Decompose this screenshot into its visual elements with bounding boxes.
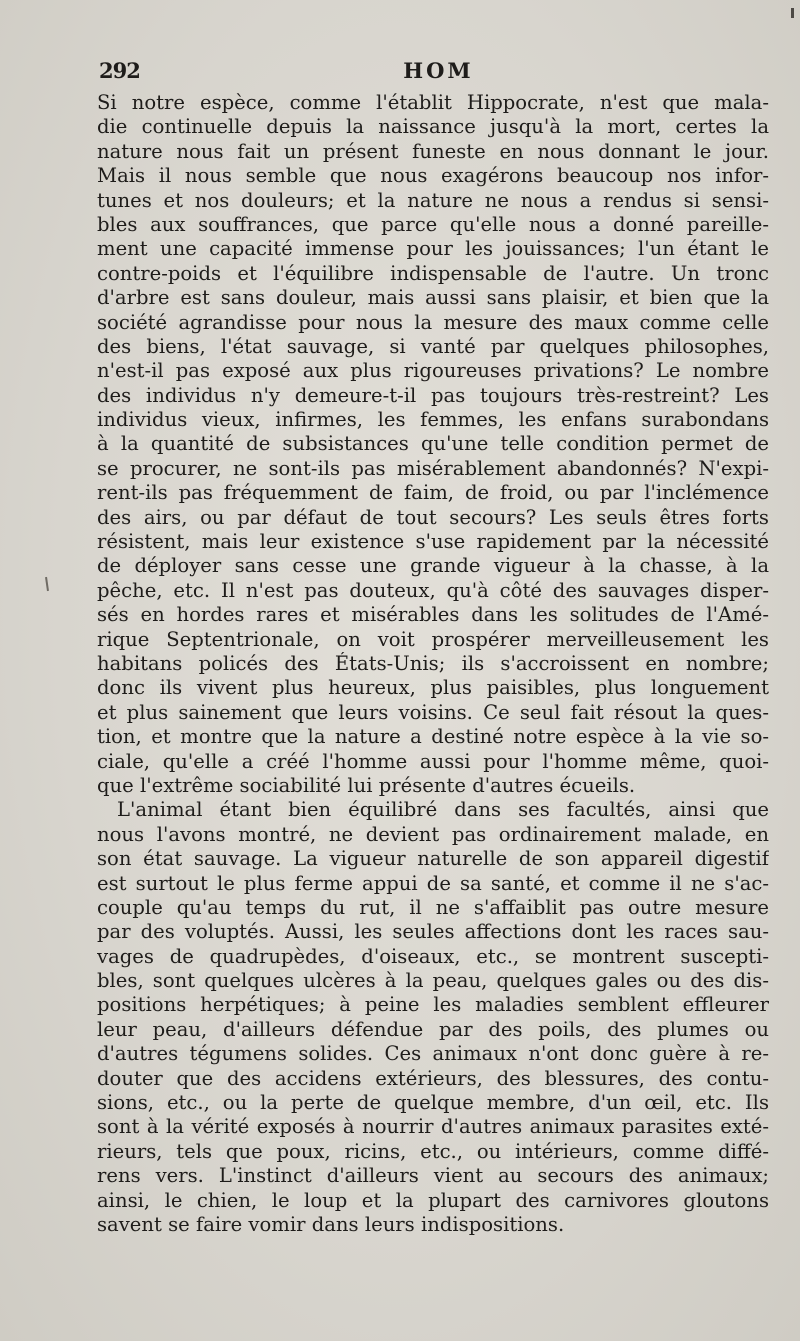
page-number: 292: [99, 58, 140, 83]
text-line: nature nous fait un présent funeste en nous donnant le jour.: [97, 139, 769, 163]
text-line: d'autres tégumens solides. Ces animaux n'ont donc guère à re-: [97, 1042, 769, 1066]
paragraph-start-line: L'animal étant bien équilibré dans ses facultés, ainsi que: [117, 798, 769, 822]
text-line: tunes et nos douleurs; et la nature ne nous a rendus si sensi-: [97, 188, 769, 212]
text-line: sions, etc., ou la perte de quelque membre, d'un œil, etc. Ils: [97, 1091, 769, 1115]
text-line: à la quantité de subsistances qu'une telle condition permet de: [97, 432, 769, 456]
text-line: des individus n'y demeure-t-il pas toujours très-restreint? Les: [97, 383, 769, 407]
text-line: positions herpétiques; à peine les maladies semblent effleurer: [97, 993, 769, 1017]
text-line: vages de quadrupèdes, d'oiseaux, etc., se montrent suscepti-: [97, 944, 769, 968]
text-line: leur peau, d'ailleurs défendue par des poils, des plumes ou: [97, 1017, 769, 1041]
text-line: société agrandisse pour nous la mesure des maux comme celle: [97, 310, 769, 334]
text-line: bles, sont quelques ulcères à la peau, quelques gales ou des dis-: [97, 969, 769, 993]
text-line: bles aux souffrances, que parce qu'elle nous a donné pareille-: [97, 212, 769, 236]
text-line: rieurs, tels que poux, ricins, etc., ou intérieurs, comme diffé-: [97, 1139, 769, 1163]
text-line: se procurer, ne sont-ils pas misérablement abandonnés? N'expi-: [97, 456, 769, 480]
text-line: donc ils vivent plus heureux, plus paisibles, plus longuement: [97, 676, 769, 700]
text-line: sont à la vérité exposés à nourrir d'autres animaux parasites exté-: [97, 1115, 769, 1139]
text-line: habitans policés des États-Unis; ils s'accroissent en nombre;: [97, 651, 769, 675]
text-line: rique Septentrionale, on voit prospérer merveilleusement les: [97, 627, 769, 651]
text-line: ainsi, le chien, le loup et la plupart des carnivores gloutons: [97, 1188, 769, 1212]
text-line: tion, et montre que la nature a destiné notre espèce à la vie so-: [97, 725, 769, 749]
margin-mark: [45, 577, 49, 591]
text-line: contre-poids et l'équilibre indispensable de l'autre. Un tronc: [97, 261, 769, 285]
text-line: et plus sainement que leurs voisins. Ce seul fait résout la ques-: [97, 700, 769, 724]
text-line: couple qu'au temps du rut, il ne s'affaiblit pas outre mesure: [97, 895, 769, 919]
text-line: pêche, etc. Il n'est pas douteux, qu'à côté des sauvages disper-: [97, 578, 769, 602]
text-line: rent-ils pas fréquemment de faim, de froid, ou par l'inclémence: [97, 481, 769, 505]
text-line: résistent, mais leur existence s'use rapidement par la nécessité: [97, 530, 769, 554]
text-line: douter que des accidens extérieurs, des blessures, des contu-: [97, 1066, 769, 1090]
text-line: des biens, l'état sauvage, si vanté par quelques philosophes,: [97, 334, 769, 358]
text-line: son état sauvage. La vigueur naturelle de son appareil digestif: [97, 847, 769, 871]
text-line: des airs, ou par défaut de tout secours? Les seuls êtres forts: [97, 505, 769, 529]
text-line: n'est-il pas exposé aux plus rigoureuses privations? Le nombre: [97, 359, 769, 383]
text-line: ment une capacité immense pour les jouissances; l'un étant le: [97, 237, 769, 261]
text-line: ciale, qu'elle a créé l'homme aussi pour l'homme même, quoi-: [97, 749, 769, 773]
text-line: par des voluptés. Aussi, les seules affections dont les races sau-: [97, 920, 769, 944]
paragraph-end-line: que l'extrême sociabilité lui présente d'autres écueils.: [97, 773, 636, 797]
body-text: [97, 91, 769, 1237]
text-line: d'arbre est sans douleur, mais aussi sans plaisir, et bien que la: [97, 286, 769, 310]
text-line: nous l'avons montré, ne devient pas ordinairement malade, en: [97, 822, 769, 846]
running-head: HOM: [403, 58, 474, 83]
text-line: Si notre espèce, comme l'établit Hippocrate, n'est que mala-: [97, 91, 769, 114]
text-line: individus vieux, infirmes, les femmes, les enfans surabondans: [97, 408, 769, 432]
paragraph-end-line: savent se faire vomir dans leurs indispositions.: [97, 1212, 565, 1236]
text-line: die continuelle depuis la naissance jusqu'à la mort, certes la: [97, 115, 769, 139]
page-edge-mark: [791, 8, 794, 18]
text-line: de déployer sans cesse une grande vigueur à la chasse, à la: [97, 554, 769, 578]
text-line: Mais il nous semble que nous exagérons beaucoup nos infor-: [97, 164, 769, 188]
text-line: est surtout le plus ferme appui de sa santé, et comme il ne s'ac-: [97, 871, 769, 895]
page-header: [95, 58, 740, 88]
text-line: sés en hordes rares et misérables dans les solitudes de l'Amé-: [97, 603, 769, 627]
text-line: rens vers. L'instinct d'ailleurs vient au secours des animaux;: [97, 1164, 769, 1188]
